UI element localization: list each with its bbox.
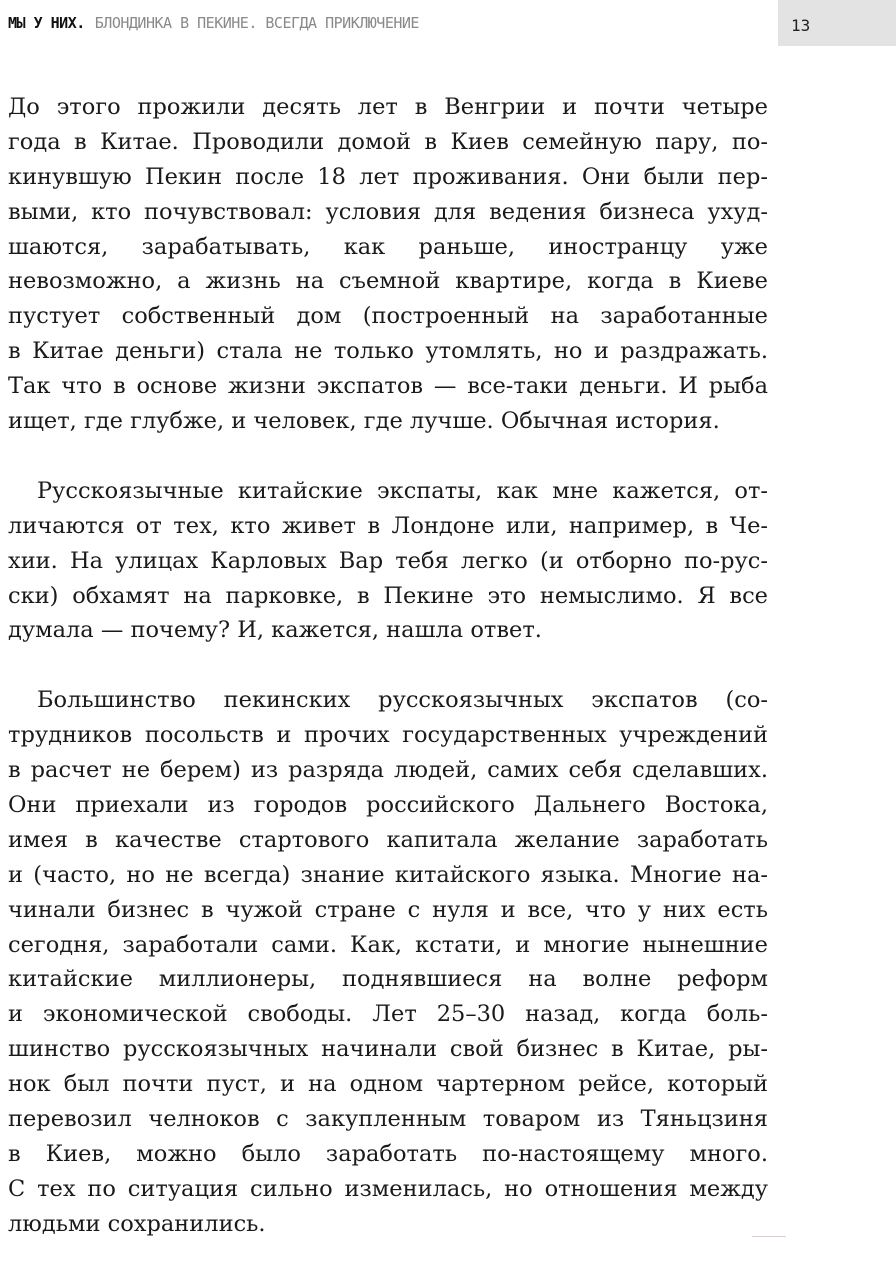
- text-line: личаются от тех, кто живет в Лондоне или, например, в Че-: [8, 512, 768, 539]
- text-line: Они приехали из городов российского Дальнего Востока,: [8, 792, 768, 819]
- paragraph: [8, 90, 768, 439]
- text-line: людьми сохранились.: [8, 1210, 266, 1237]
- running-header: [8, 14, 419, 32]
- text-line: Большинство пекинских русскоязычных экспатов (со-: [37, 687, 768, 714]
- text-line: чинали бизнес в чужой стране с нуля и все, что у них есть: [8, 896, 768, 923]
- text-line: года в Китае. Проводили домой в Киев семейную пару, по-: [8, 128, 768, 155]
- section-title: МЫ У НИХ.: [8, 14, 85, 32]
- text-line: С тех по ситуация сильно изменилась, но отношения между: [8, 1175, 768, 1202]
- body-text: [8, 90, 768, 1277]
- text-line: пустует собственный дом (построенный на заработанные: [8, 303, 768, 330]
- text-line: нок был почти пуст, и на одном чартерном рейсе, который: [8, 1071, 768, 1098]
- paragraph: [8, 683, 768, 1241]
- text-line: трудников посольств и прочих государственных учреждений: [8, 722, 768, 749]
- text-line: думала — почему? И, кажется, нашла ответ.: [8, 617, 542, 644]
- text-line: перевозил челноков с закупленным товаром из Тяньцзиня: [8, 1106, 768, 1133]
- text-line: До этого прожили десять лет в Венгрии и почти четыре: [8, 94, 768, 120]
- text-line: ски) обхамят на парковке, в Пекине это немыслимо. Я все: [8, 582, 768, 609]
- text-line: шинство русскоязычных начинали свой бизнес в Китае, ры-: [8, 1036, 768, 1063]
- text-line: сегодня, заработали сами. Как, кстати, и многие нынешние: [8, 931, 768, 958]
- text-line: невозможно, а жизнь на съемной квартире, когда в Киеве: [8, 268, 768, 295]
- text-line: кинувшую Пекин после 18 лет проживания. Они были пер-: [8, 163, 768, 190]
- text-line: в расчет не берем) из разряда людей, самих себя сделавших.: [8, 757, 768, 784]
- page-number: 13: [778, 0, 896, 46]
- text-line: и экономической свободы. Лет 25–30 назад, когда боль-: [8, 1001, 768, 1028]
- paragraph: [8, 474, 768, 648]
- text-line: шаются, зарабатывать, как раньше, иностранцу уже: [8, 233, 768, 260]
- text-line: в Киев, можно было заработать по-настоящему много.: [8, 1140, 768, 1167]
- text-line: хии. На улицах Карловых Вар тебя легко (и отборно по-рус-: [8, 547, 768, 574]
- text-line: в Китае деньги) стала не только утомлять, но и раздражать.: [8, 338, 768, 365]
- page-edge-mark: [752, 1236, 786, 1237]
- text-line: и (часто, но не всегда) знание китайского языка. Многие на-: [8, 861, 768, 888]
- text-line: имея в качестве стартового капитала желание заработать: [8, 826, 768, 853]
- text-line: китайские миллионеры, поднявшиеся на волне реформ: [8, 966, 768, 993]
- book-title: БЛОНДИНКА В ПЕКИНЕ. ВСЕГДА ПРИКЛЮЧЕНИЕ: [94, 14, 419, 32]
- text-line: Русскоязычные китайские экспаты, как мне кажется, от-: [37, 477, 768, 504]
- text-line: ищет, где глубже, и человек, где лучше. Обычная история.: [8, 408, 720, 435]
- text-line: Так что в основе жизни экспатов — все-таки деньги. И рыба: [8, 373, 768, 400]
- text-line: выми, кто почувствовал: условия для ведения бизнеса ухуд-: [8, 198, 768, 225]
